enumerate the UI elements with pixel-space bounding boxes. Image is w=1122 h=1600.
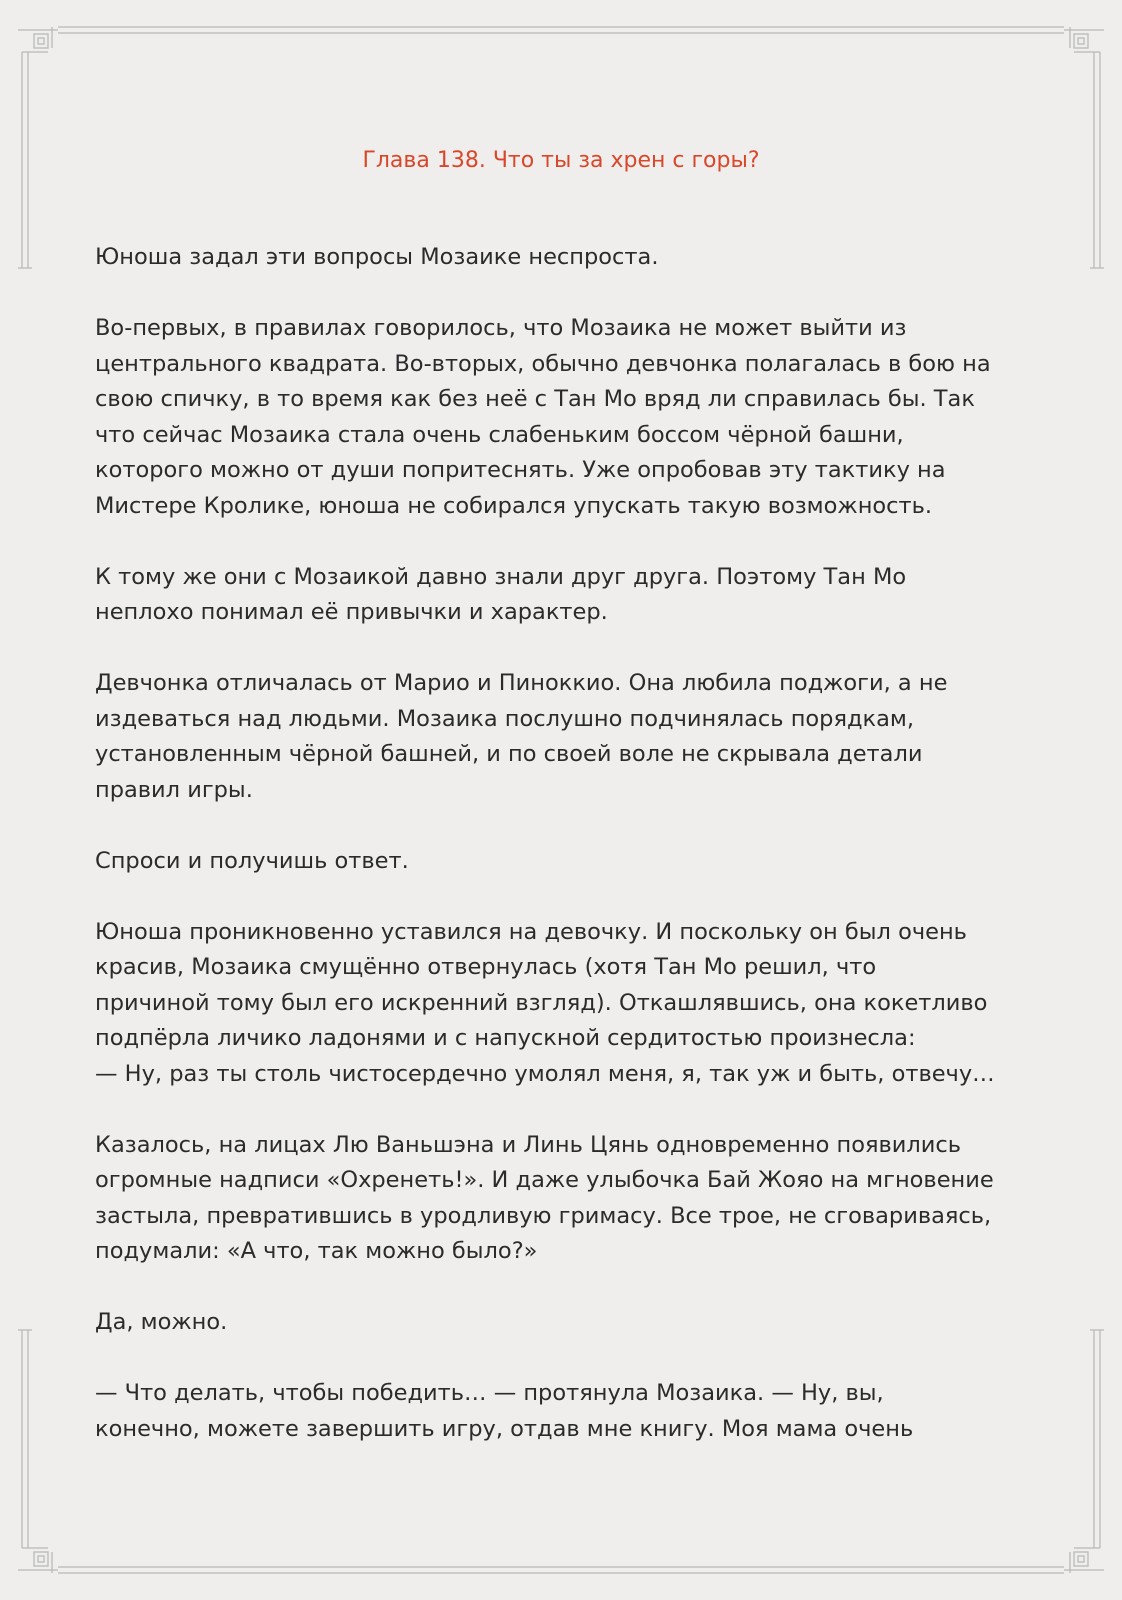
paragraph: Во-первых, в правилах говорилось, что Мозаика не может выйти из центрального квадрата. Во-вторых, обычно девчонка полагалась в бою на свою спичку, в то время как без неё с Тан Мо вряд ли справилась бы. Так что сейчас Мозаика стала очень слабеньким боссом чёрной башни, которого можно от души попритеснять. Уже опробовав эту тактику на Мистере Кролике, юноша не собирался упускать такую возможность. bbox=[95, 315, 991, 519]
paragraph: Девчонка отличалась от Марио и Пиноккио. Она любила поджоги, а не издеваться над людьми. Мозаика послушно подчинялась порядкам, установленным чёрной башней, и по своей воле не скрывала детали правил игры. bbox=[95, 670, 948, 803]
paragraph: Спроси и получишь ответ. bbox=[95, 847, 409, 874]
chapter-title: Глава 138. Что ты за хрен с горы? bbox=[362, 148, 760, 173]
chapter-body bbox=[95, 240, 1040, 1483]
paragraph: — Что делать, чтобы победить… — протянула Мозаика. — Ну, вы, конечно, можете завершить игру, отдав мне книгу. Моя мама очень bbox=[95, 1380, 914, 1442]
paragraph: Казалось, на лицах Лю Ваньшэна и Линь Цянь одновременно появились огромные надписи «Охренеть!». И даже улыбочка Бай Жояо на мгновение застыла, превратившись в уродливую гримасу. Все трое, не сговариваясь, подумали: «А что, так можно было?» bbox=[95, 1131, 994, 1264]
paragraph: Да, можно. bbox=[95, 1309, 228, 1335]
paragraph: К тому же они с Мозаикой давно знали друг друга. Поэтому Тан Мо неплохо понимал её привычки и характер. bbox=[95, 563, 907, 625]
paragraph: Юноша проникновенно уставился на девочку. И поскольку он был очень красив, Мозаика смущённо отвернулась (хотя Тан Мо решил, что причиной тому был его искренний взгляд). Откашлявшись, она кокетливо подпёрла личико ладонями и с напускной сердитостью произнесла: — Ну, раз ты столь чистосердечно умолял меня, я, так уж и быть, отвечу… bbox=[95, 918, 995, 1087]
paragraph: Юноша задал эти вопросы Мозаике неспроста. bbox=[95, 244, 659, 270]
